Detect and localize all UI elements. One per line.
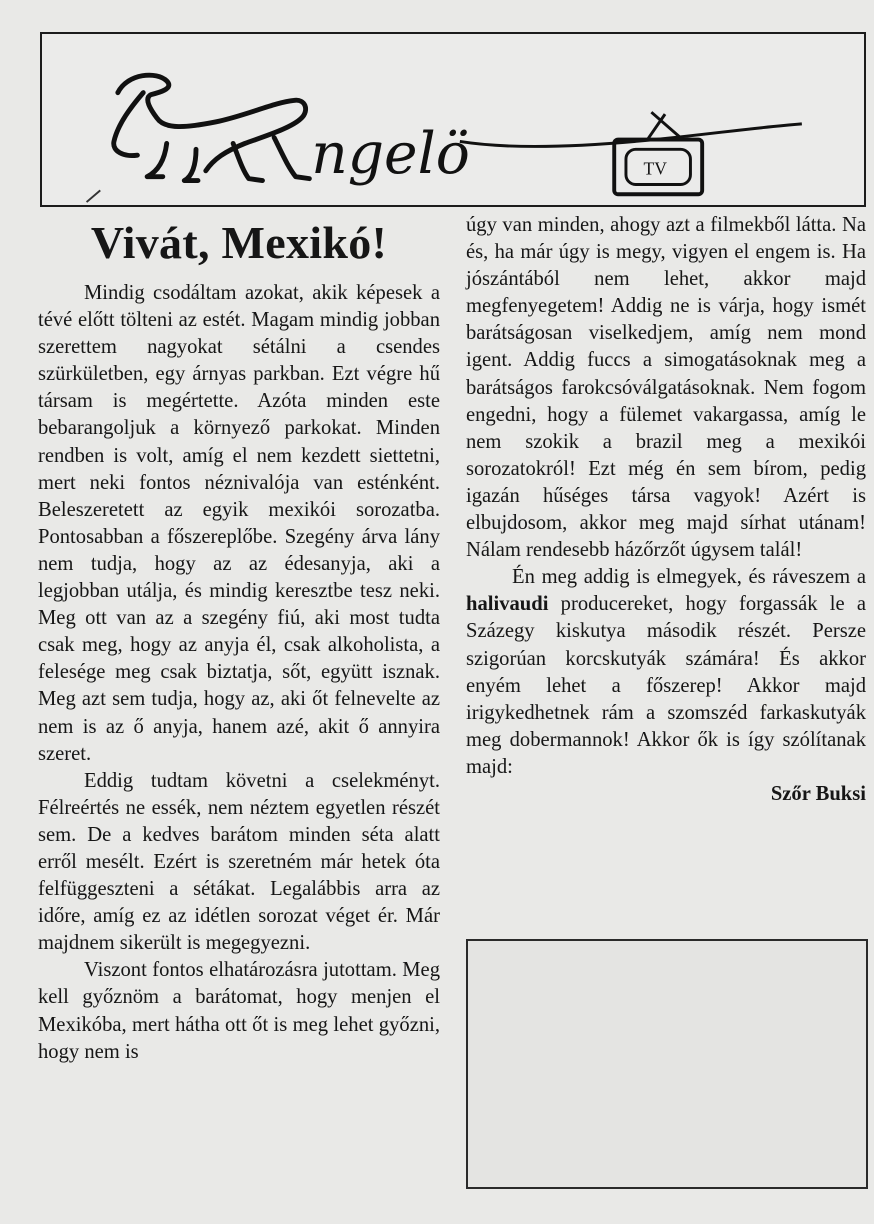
bold-word: halivaudi	[466, 593, 549, 616]
tv-label: TV	[643, 158, 667, 179]
logo-drawing	[42, 34, 864, 205]
article-column-right	[466, 212, 866, 808]
paragraph: úgy van minden, ahogy azt a filmekből látta. Na és, ha már úgy is megy, vigyen el engem is. Ha jószántából nem lehet, akkor majd megfenyegetem! Addig ne is várja, hogy ismét barátságosan viselkedjem, amíg nem mond igent. Addig fuccs a simogatásoknak meg a barátságos farokcsóválgatásoknak. Nem fogom engedni, hogy a fülemet vakargassa, amíg le nem szokik a brazil meg a mexikói sorozatokról! Ezt még én sem bírom, pedig igazán hűséges társa vagyok! Azért is elbujdosom, akkor meg majd sírhat utánam! Nálam rendesebb házőrzőt úgysem talál!	[466, 214, 866, 562]
paragraph: Viszont fontos elhatározásra jutottam. Meg kell győznöm a barátomat, hogy menjen el Mexikóba, mert hátha ott őt is meg lehet győzni, hogy nem is	[38, 959, 440, 1063]
empty-ad-box	[466, 939, 868, 1189]
article-column-left	[38, 280, 440, 1066]
text-run: Én meg addig is elmegyek, és ráveszem a	[512, 566, 866, 589]
paragraph: Mindig csodáltam azokat, akik képesek a tévé előtt tölteni az estét. Magam mindig jobban szerettem nagyokat sétálni a csendes szürkületben, egy árnyas parkban. Ezt végre hű társam is megértette. Azóta minden este bebarangoljuk a környező parkokat. Minden rendben is volt, amíg el nem kezdett siettetni, mert neki fontos néznivalója van esténként. Beleszeretett az egyik mexikói sorozatba. Pontosabban a főszereplőbe. Szegény árva lány nem tudja, hogy az az édesanyja, aki a legjobban utálja, és mindig keresztbe tesz neki. Meg ott van az a szegény fiú, aki most tudta csak meg, hogy az anyja él, csak alkoholista, a felesége meg csak biztatja, sőt, együtt isznak. Meg azt sem tudja, hogy az, aki őt felnevelte az nem is az ő anyja, hanem azé, akit ő annyira szeret.	[38, 282, 440, 765]
logo-text: ngelö	[311, 120, 470, 187]
paragraph: Eddig tudtam követni a cselekményt. Félreértés ne essék, nem néztem egyetlen részét sem. De a kedves barátom minden séta alatt erről mesélt. Ezért is szeretném már hetek óta felfüggeszteni a sétákat. Legalábbis arra az időre, amíg ez az idétlen sorozat véget ér. Már majdnem sikerült is megegyezni.	[38, 769, 440, 955]
paragraph	[466, 564, 866, 781]
tv-icon	[614, 112, 702, 194]
column-header-banner	[40, 32, 866, 207]
text-run: producereket, hogy forgassák le a Százegy kiskutya második részét. Persze szigorúan korcskutyák számára! És akkor enyém lehet a főszerep! Akkor majd irigykedhetnek rám a szomszéd farkaskutyák meg dobermannok! Akkor ők is így szólítanak majd:	[466, 593, 866, 778]
article-title: Vivát, Mexikó!	[90, 217, 388, 268]
author-signature: Szőr Buksi	[770, 782, 866, 805]
dog-sketch-icon	[114, 75, 310, 180]
